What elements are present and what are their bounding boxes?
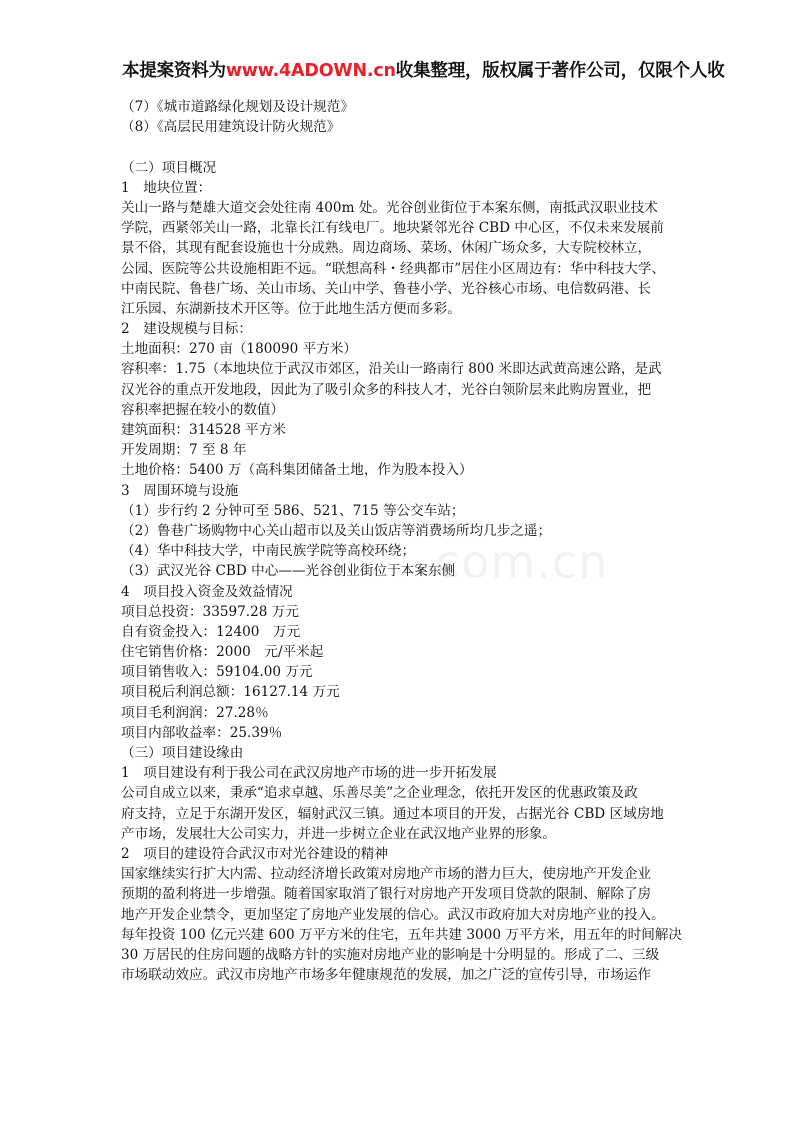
text-line: 土地价格：5400 万（高科集团储备土地，作为股本投入） <box>121 462 473 479</box>
text-line: 公司自成立以来，秉承“追求卓越、乐善尽美”之企业理念，依托开发区的优惠政策及政 <box>121 785 638 802</box>
text-line: 容积率把握在较小的数值） <box>121 401 285 418</box>
text-line: 景不俗，其现有配套设施也十分成熟。周边商场、菜场、休闲广场众多，大专院校林立， <box>121 240 652 257</box>
text-line: 建筑面积：314528 平方米 <box>121 422 286 438</box>
text-line: 市场联动效应。武汉市房地产市场多年健康规范的发展，加之广泛的宣传引导，市场运作 <box>121 967 652 984</box>
text-line: 产市场，发展壮大公司实力，并进一步树立企业在武汉地产业界的形象。 <box>121 825 556 842</box>
text-line: （1）步行约 2 分钟可至 586、521、715 等公交车站； <box>121 502 465 519</box>
text-line: 30 万居民的住房问题的战略方针的实施对房地产业的影响是十分明显的。形成了二、三级 <box>121 946 660 963</box>
watermark: com.cn <box>435 535 609 589</box>
text-line: 项目税后利润总额：16127.14 万元 <box>121 684 340 701</box>
text-line: （4）华中科技大学，中南民族学院等高校环绕； <box>121 543 416 560</box>
text-line: 土地面积：270 亩（180090 平方米） <box>121 341 358 358</box>
text-line: 2 项目的建设符合武汉市对光谷建设的精神 <box>121 845 388 862</box>
text-line: 关山一路与楚雄大道交会处往南 400m 处。光谷创业街位于本案东侧，南抵武汉职业技术 <box>121 199 658 216</box>
text-line: 预期的盈利将进一步增强。随着国家取消了银行对房地产开发项目贷款的限制、解除了房 <box>121 886 652 903</box>
header-suffix: 收集整理，版权属于著作公司，仅限个人收 <box>395 61 725 81</box>
document-body <box>121 97 691 985</box>
text-line: 项目总投资：33597.28 万元 <box>121 603 299 620</box>
text-line: （7）《城市道路绿化规划及设计规范》 <box>121 99 354 115</box>
header-site-link[interactable]: www.4ADOWN.cn <box>225 61 396 81</box>
header-prefix: 本提案资料为 <box>122 61 226 81</box>
text-line: 住宅销售价格：2000 元/平米起 <box>121 644 324 661</box>
text-line: 开发周期：7 至 8 年 <box>121 442 247 459</box>
text-line: 地产开发企业禁令，更加坚定了房地产业发展的信心。武汉市政府加大对房地产业的投入。 <box>121 906 665 923</box>
text-line: 项目销售收入：59104.00 万元 <box>121 664 313 681</box>
text-line: 学院，西紧邻关山一路，北靠长江有线电厂。地块紧邻光谷 CBD 中心区，不仅未来发展前 <box>121 220 664 237</box>
text-line: 公园、医院等公共设施相距不远。“联想高科・经典都市”居住小区周边有：华中科技大学、 <box>121 260 666 277</box>
text-line: 府支持，立足于东湖开发区，辐射武汉三镇。通过本项目的开发，占据光谷 CBD 区域房地 <box>121 805 664 822</box>
text-line: （三）项目建设缘由 <box>121 745 244 761</box>
text-line: 江乐园、东湖新技术开区等。位于此地生活方便而多彩。 <box>121 300 461 317</box>
text-line: 每年投资 100 亿元兴建 600 万平方米的住宅，五年共建 3000 万平方米，用五年的时间解决 <box>121 926 683 943</box>
text-line: 3 周围环境与设施 <box>121 482 239 499</box>
text-line: （8）《高层民用建筑设计防火规范》 <box>121 119 341 136</box>
text-line: 汉光谷的重点开发地段，因此为了吸引众多的科技人才，光谷白领阶层来此购房置业，把 <box>121 381 652 398</box>
blank-line <box>121 137 691 157</box>
text-line: （2）鲁巷广场购物中心关山超市以及关山饭店等消费场所均几步之遥； <box>121 522 552 539</box>
document-header <box>122 58 800 84</box>
text-line: 4 项目投入资金及效益情况 <box>121 583 293 600</box>
text-line: 容积率：1.75（本地块位于武汉市郊区，沿关山一路南行 800 米即达武黄高速公路，是武 <box>121 361 662 378</box>
text-line: 国家继续实行扩大内需、拉动经济增长政策对房地产市场的潜力巨大，使房地产开发企业 <box>121 866 652 883</box>
text-line: 1 项目建设有利于我公司在武汉房地产市场的进一步开拓发展 <box>121 765 497 782</box>
text-line: 项目内部收益率：25.39％ <box>121 724 283 741</box>
text-line: 2 建设规模与目标： <box>121 321 252 338</box>
text-line: 中南民院、鲁巷广场、关山市场、关山中学、鲁巷小学、光谷核心市场、电信数码港、长 <box>121 280 652 297</box>
text-line: （二）项目概况 <box>121 159 217 176</box>
text-line: （3）武汉光谷 CBD 中心——光谷创业街位于本案东侧 <box>121 563 456 580</box>
text-line: 自有资金投入：12400 万元 <box>121 623 301 640</box>
text-line: 项目毛利润润：27.28％ <box>121 704 269 721</box>
text-line: 1 地块位置： <box>121 179 212 196</box>
